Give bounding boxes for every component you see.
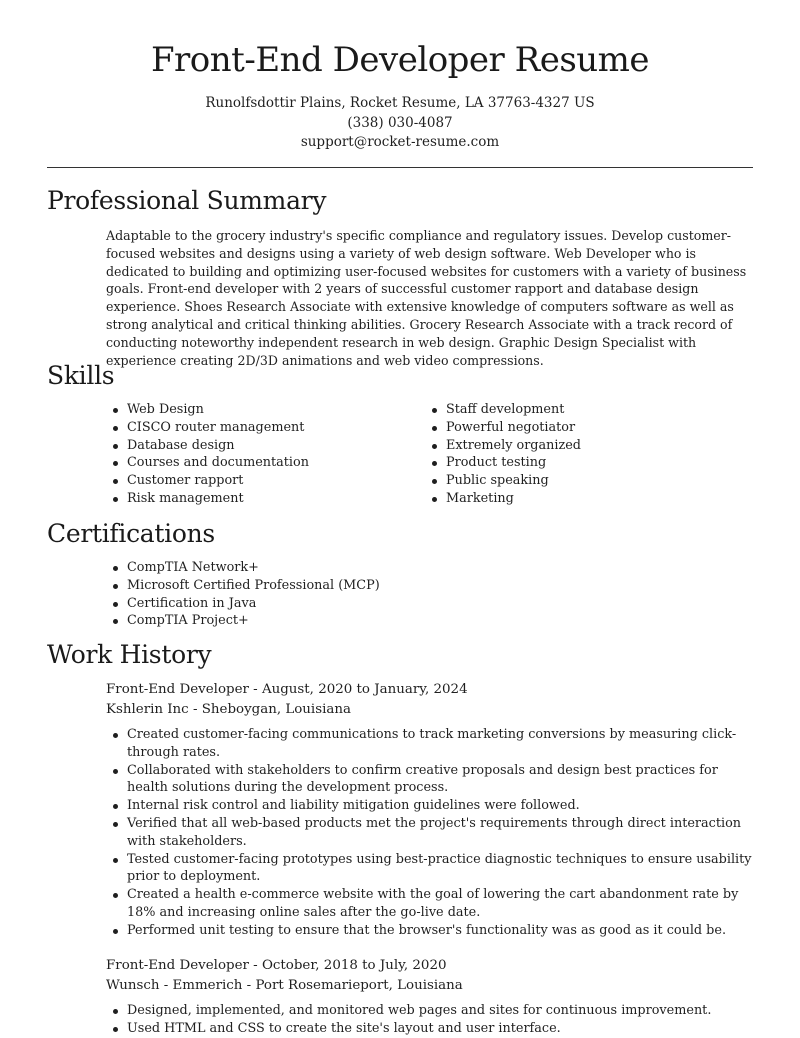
list-item: Risk management [106, 490, 406, 508]
resume-title: Front-End Developer Resume [150, 40, 650, 80]
contact-address: Runolfsdottir Plains, Rocket Resume, LA 37763-4327 US [205, 95, 595, 111]
list-item: Marketing [425, 490, 745, 508]
list-item: Created a health e-commerce website with the goal of lowering the cart abandonment rate by 18% and increasing online sales after the go-live date. [106, 886, 756, 922]
contact-phone: (338) 030-4087 [347, 114, 453, 131]
list-item: Designed, implemented, and monitored web pages and sites for continuous improvement. [106, 1002, 756, 1020]
list-item: Created customer-facing communications to track marketing conversions by measuring click-through rates. [106, 726, 756, 762]
list-item: Powerful negotiator [425, 419, 745, 437]
job-company-line: Wunsch - Emmerich - Port Rosemarieport, Louisiana [106, 978, 463, 993]
list-item: Staff development [425, 401, 745, 419]
list-item: Microsoft Certified Professional (MCP) [106, 577, 706, 595]
skills-list-left [106, 401, 406, 508]
list-item: Collaborated with stakeholders to confirm creative proposals and design best practices for health solutions during the development process. [106, 762, 756, 798]
list-item: Customer rapport [106, 472, 406, 490]
job-title-line: Front-End Developer - October, 2018 to July, 2020 [106, 958, 447, 973]
list-item: Database design [106, 437, 406, 455]
summary-heading: Professional Summary [47, 186, 327, 215]
job-1-bullets [106, 726, 756, 940]
job-2-header [106, 956, 463, 996]
skills-heading: Skills [47, 361, 115, 390]
summary-text: Adaptable to the grocery industry's specific compliance and regulatory issues. Develop customer-focused websites and designs using a variety of web design software. Web Developer who is dedicated to building and optimizing user-focused websites for customers with a variety of business goals. Front-end developer with 2 years of successful customer rapport and database design experience. Shoes Research Associate with extensive knowledge of computers software as well as strong analytical and critical thinking abilities. Grocery Research Associate with a track record of conducting noteworthy independent research in web design. Graphic Design Specialist with experience creating 2D/3D animations and web video compressions. [106, 228, 747, 368]
contact-block [0, 94, 800, 153]
list-item: Public speaking [425, 472, 745, 490]
certifications-list [106, 559, 706, 630]
work-history-heading: Work History [47, 640, 212, 669]
list-item: Verified that all web-based products met the project's requirements through direct interaction with stakeholders. [106, 815, 756, 851]
job-title-line: Front-End Developer - August, 2020 to January, 2024 [106, 682, 468, 697]
job-1-header [106, 680, 468, 720]
job-company-line: Kshlerin Inc - Sheboygan, Louisiana [106, 702, 351, 717]
list-item: Internal risk control and liability mitigation guidelines were followed. [106, 797, 756, 815]
header-divider [47, 167, 753, 168]
list-item: Web Design [106, 401, 406, 419]
list-item: Used HTML and CSS to create the site's layout and user interface. [106, 1020, 756, 1038]
list-item: Product testing [425, 454, 745, 472]
list-item: Courses and documentation [106, 454, 406, 472]
job-2-bullets [106, 1002, 756, 1038]
list-item: Tested customer-facing prototypes using best-practice diagnostic techniques to ensure usability prior to deployment. [106, 851, 756, 887]
list-item: CompTIA Network+ [106, 559, 706, 577]
list-item: CISCO router management [106, 419, 406, 437]
skills-list-right [425, 401, 745, 508]
contact-email: support@rocket-resume.com [300, 134, 500, 150]
certifications-heading: Certifications [47, 519, 215, 548]
list-item: Performed unit testing to ensure that the browser's functionality was as good as it could be. [106, 922, 756, 940]
list-item: Certification in Java [106, 595, 706, 613]
list-item: CompTIA Project+ [106, 612, 706, 630]
list-item: Extremely organized [425, 437, 745, 455]
